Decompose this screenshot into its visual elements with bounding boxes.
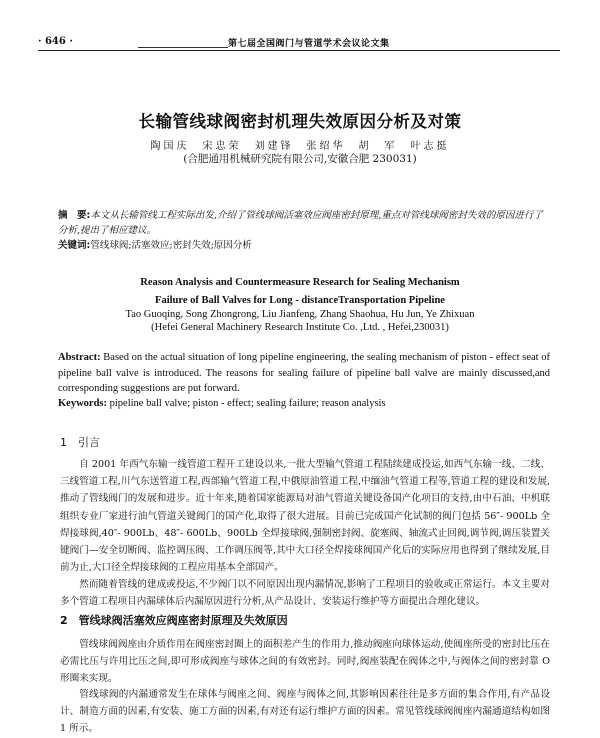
keywords-cn xyxy=(58,238,548,253)
paper-title-cn: 长输管线球阀密封机理失效原因分析及对策 xyxy=(138,112,462,131)
keywords-en xyxy=(58,398,550,409)
abstract-en-text: Based on the actual situation of long pipeline engineering, the sealing mechanism of piston - effect seat of pipeline ball valve is introduced. The reasons for sealing failure of pipeline ball valve are mainly discussed,and corresponding suggestions are put forward. xyxy=(58,352,551,394)
abstract-en-label: Abstract: xyxy=(58,352,101,363)
keywords-cn-text: 管线球阀;活塞效应;密封失效;原因分析 xyxy=(90,240,252,251)
abstract-cn xyxy=(58,208,548,238)
header-rule xyxy=(38,50,560,51)
page-number: · 646 · xyxy=(38,36,73,47)
keywords-en-label: Keywords: xyxy=(58,398,107,409)
section-1-paragraph-2: 然而随着管线的建成或投运,不少阀门以不同原因出现内漏情况,影响了工程项目的验收或正常运行。本文主要对多个管道工程项目内漏球体后内漏原因进行分析,从产品设计、安装运行维护等方面提出合理化建议。 xyxy=(60,579,550,608)
title-en-line2: Failure of Ball Valves for Long - distanceTransportation Pipeline xyxy=(155,295,445,306)
keywords-en-text: pipeline ball valve; piston - effect; sealing failure; reason analysis xyxy=(109,398,386,409)
section-2-paragraph-1: 管线球阀阀座由介质作用在阀座密封圈上的面积差产生的作用力,推动阀座向球体运动,使阀座所受的密封比压在必需比压与许用比压之间,即可形成阀座与球体之间的有效密封。同时,阀座装配在阀体之中,与阀体之间的密封靠 O 形圈来实现。 xyxy=(60,639,550,685)
keywords-cn-label: 关键词: xyxy=(58,240,91,251)
authors-cn: 陶国庆 宋忠荣 刘建锋 张绍华 胡 军 叶志挺 xyxy=(150,141,450,152)
section-2-heading: 2 管线球阀活塞效应阀座密封原理及失效原因 xyxy=(60,614,288,627)
section-2-paragraph-2: 管线球阀的内漏通常发生在球体与阀座之间、阀座与阀体之间,其影响因素往往是多方面的集合作用,有产品设计、制造方面的因素,有安装、施工方面的因素,有对还有运行维护方面的因素。常见管线球阀阀座内漏通道结构如图 1 所示。 xyxy=(60,689,550,735)
abstract-en xyxy=(58,350,550,397)
section-1-paragraph-1: 自 2001 年西气东输一线管道工程开工建设以来,一批大型输气管道工程陆续建成投运,如西气东输一线、二线、三线管道工程,川气东送管道工程,西部输气管道工程,中俄原油管道工程,中缅油气管道工程等,管道工程的建设和发展,推动了管线阀门的发展和进步。近十年来,随着国家能源局对油气管道关键设备国产化项目的支持,由中石油、中机联组织专业厂家进行油气管道关键阀门的国产化,取得了很大进展。目前已完成国产化试制的阀门包括 56″- 900Lb 全焊接球阀,40″- 900Lb、48″- 600Lb、900Lb 全焊接球阀,强制密封阀、旋塞阀、轴流式止回阀,调节阀,调压装置关键阀门—安全切断阀、监控调压阀、工作调压阀等,其中大口径全焊接球阀国产化后的实际应用也得到了继续发展,目前为止,大口径全焊接球阀的工程应用基本全部国产。 xyxy=(60,459,550,574)
paper-title-en xyxy=(0,274,600,310)
affiliation-en: (Hefei General Machinery Research Institute Co. ,Ltd. , Hefei,230031) xyxy=(151,322,449,333)
header-short-rule xyxy=(138,47,228,48)
running-header xyxy=(38,36,560,50)
proceedings-title: 第七届全国阀门与管道学术会议论文集 xyxy=(228,39,390,49)
abstract-cn-label: 摘 要: xyxy=(58,210,91,221)
affiliation-cn: (合肥通用机械研究院有限公司,安徽合肥 230031) xyxy=(183,153,417,165)
authors-en: Tao Guoqing, Song Zhongrong, Liu Jianfeng, Zhang Shaohua, Hu Jun, Ye Zhixuan xyxy=(125,309,475,320)
abstract-cn-text: 本文从长输管线工程实际出发,介绍了管线球阀活塞效应阀座密封原理,重点对管线球阀密封失效的原因进行了分析,提出了相应建议。 xyxy=(58,210,543,236)
section-1-heading: 1 引言 xyxy=(60,436,100,449)
title-en-line1: Reason Analysis and Countermeasure Research for Sealing Mechanism xyxy=(140,277,460,288)
